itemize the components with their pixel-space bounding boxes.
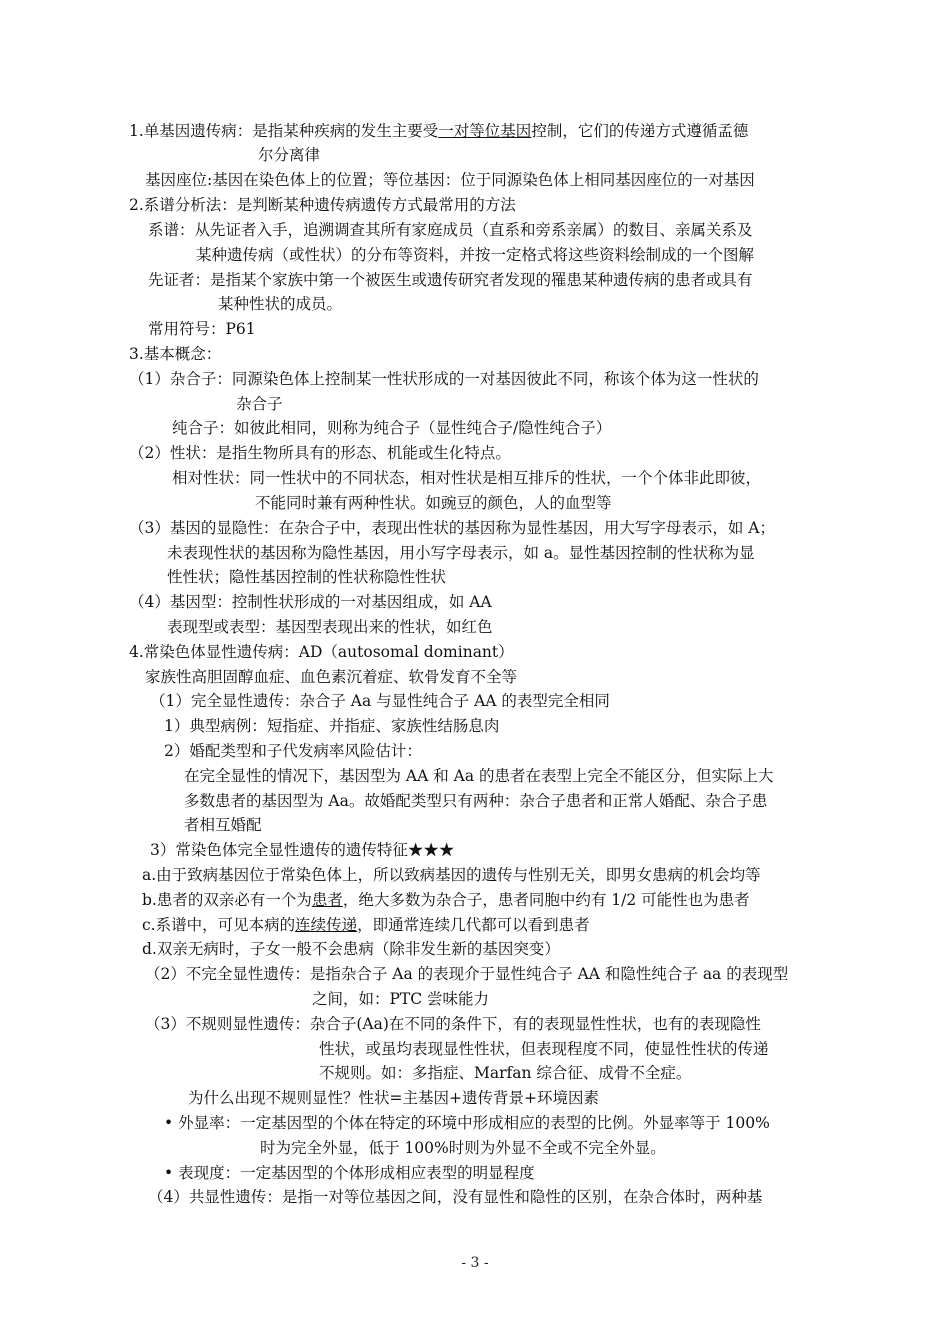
text-line: 2）婚配类型和子代发病率风险估计： <box>164 742 422 760</box>
text-line: 某种遗传病（或性状）的分布等资料，并按一定格式将这些资料绘制成的一个图解 <box>196 246 755 264</box>
text-line: （1）完全显性遗传：杂合子 Aa 与显性纯合子 AA 的表型完全相同 <box>150 692 610 710</box>
text-line: b.患者的双亲必有一个为患者，绝大多数为杂合子，患者同胞中约有 1/2 可能性也为患者 <box>142 891 750 909</box>
text-line: 不能同时兼有两种性状。如豌豆的颜色，人的血型等 <box>255 494 612 512</box>
text-line: c.系谱中，可见本病的连续传递，即通常连续几代都可以看到患者 <box>142 916 590 934</box>
text-line: 多数患者的基因型为 Aa。故婚配类型只有两种：杂合子患者和正常人婚配、杂合子患 <box>184 792 768 810</box>
text-line: 系谱：从先证者入手，追溯调查其所有家庭成员（直系和旁系亲属）的数目、亲属关系及 <box>148 221 753 239</box>
text-line: 3）常染色体完全显性遗传的遗传特征★★★ <box>150 841 455 859</box>
text-line: （4）基因型：控制性状形成的一对基因组成，如 AA <box>129 593 492 611</box>
text-line: a.由于致病基因位于常染色体上，所以致病基因的遗传与性别无关，即男女患病的机会均等 <box>142 866 761 884</box>
text-line: 2.系谱分析法：是判断某种遗传病遗传方式最常用的方法 <box>129 196 516 214</box>
text-line: （3）基因的显隐性：在杂合子中，表现出性状的基因称为显性基因，用大写字母表示，如 A； <box>129 519 775 537</box>
text-line: 之间，如：PTC 尝味能力 <box>312 990 490 1008</box>
text-line: • 表现度：一定基因型的个体形成相应表型的明显程度 <box>164 1164 535 1182</box>
text-line: 为什么出现不规则显性？性状=主基因+遗传背景+环境因素 <box>188 1089 599 1107</box>
text-line: 相对性状：同一性状中的不同状态，相对性状是相互排斥的性状，一个个体非此即彼， <box>172 469 762 487</box>
text-line: • 外显率：一定基因型的个体在特定的环境中形成相应的表型的比例。外显率等于 100% <box>164 1114 770 1132</box>
text-line: （2）性状：是指生物所具有的形态、机能或生化特点。 <box>129 444 511 462</box>
text-line: 基因座位:基因在染色体上的位置；等位基因：位于同源染色体上相同基因座位的一对基因 <box>145 171 755 189</box>
text-line: d.双亲无病时，子女一般不会患病（除非发生新的基因突变） <box>142 940 560 958</box>
text-line: 性性状；隐性基因控制的性状称隐性性状 <box>167 568 447 586</box>
text-line: 者相互婚配 <box>184 816 262 834</box>
page-number: - 3 - <box>461 1255 489 1271</box>
text-line: 3.基本概念： <box>129 345 222 363</box>
text-line: 表现型或表型：基因型表现出来的性状，如红色 <box>167 618 493 636</box>
text-line: 1）典型病例：短指症、并指症、家族性结肠息肉 <box>164 717 500 735</box>
text-line: （3）不规则显性遗传：杂合子(Aa)在不同的条件下，有的表现显性性状，也有的表现隐性 <box>145 1015 761 1033</box>
text-line: 在完全显性的情况下，基因型为 AA 和 Aa 的患者在表型上完全不能区分，但实际上大 <box>184 767 774 785</box>
text-line: 未表现性状的基因称为隐性基因，用小写字母表示，如 a。显性基因控制的性状称为显 <box>167 544 755 562</box>
text-line: （2）不完全显性遗传：是指杂合子 Aa 的表现介于显性纯合子 AA 和隐性纯合子 aa 的表现型 <box>145 965 789 983</box>
text-line: 某种性状的成员。 <box>218 295 343 313</box>
text-line: 先证者：是指某个家族中第一个被医生或遗传研究者发现的罹患某种遗传病的患者或具有 <box>148 271 753 289</box>
text-line: 时为完全外显，低于 100%时则为外显不全或不完全外显。 <box>260 1139 666 1157</box>
text-line: 1.单基因遗传病：是指某种疾病的发生主要受一对等位基因控制，它们的传递方式遵循孟德 <box>129 122 749 140</box>
text-line: 性状，或虽均表现显性性状，但表现程度不同，使显性性状的传递 <box>319 1040 769 1058</box>
text-line: 家族性高胆固醇血症、血色素沉着症、软骨发育不全等 <box>145 668 518 686</box>
text-line: 不规则。如：多指症、Marfan 综合征、成骨不全症。 <box>319 1064 692 1082</box>
text-line: （1）杂合子：同源染色体上控制某一性状形成的一对基因彼此不同，称该个体为这一性状的 <box>129 370 759 388</box>
text-line: 杂合子 <box>236 395 283 413</box>
text-line: 尔分离律 <box>258 146 321 164</box>
text-line: 纯合子：如彼此相同，则称为纯合子（显性纯合子/隐性纯合子） <box>172 419 612 437</box>
text-line: 常用符号：P61 <box>148 320 256 338</box>
text-line: 4.常染色体显性遗传病：AD（autosomal dominant） <box>129 643 514 661</box>
text-line: （4）共显性遗传：是指一对等位基因之间，没有显性和隐性的区别，在杂合体时，两种基 <box>148 1188 763 1206</box>
